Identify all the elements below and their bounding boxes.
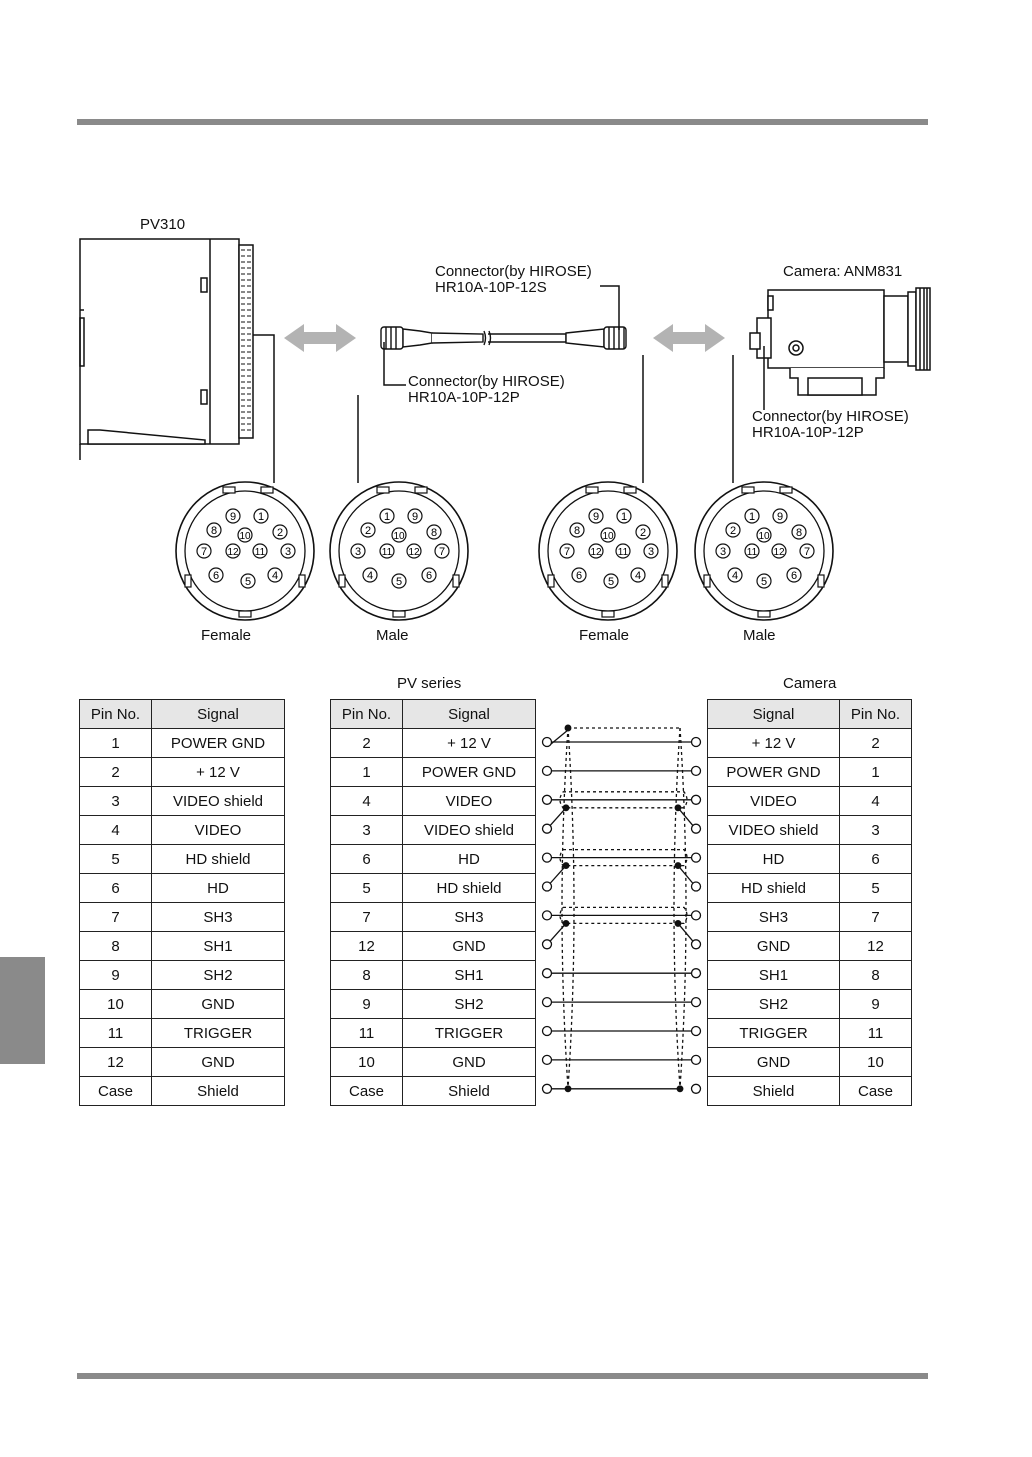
pin-number: 4 bbox=[731, 570, 739, 582]
pin-number: 11 bbox=[746, 547, 758, 558]
face-label-3: Female bbox=[579, 627, 630, 644]
face-label-4: Male bbox=[743, 627, 776, 644]
table-row bbox=[708, 845, 912, 874]
pin-number: 12 bbox=[227, 547, 239, 558]
pin-number: 1 bbox=[257, 511, 265, 523]
table-row bbox=[80, 990, 285, 1019]
pin-number: 6 bbox=[790, 570, 798, 582]
pin-number: 9 bbox=[411, 511, 419, 523]
pin-number: 11 bbox=[617, 547, 629, 558]
pin-number: 2 bbox=[729, 525, 737, 537]
pin-number: 12 bbox=[408, 547, 420, 558]
table-row bbox=[80, 816, 285, 845]
pin-cell: 5 bbox=[80, 845, 152, 874]
signal-cell: POWER GND bbox=[708, 758, 840, 787]
signal-cell: SH2 bbox=[403, 990, 536, 1019]
connector-face-2 bbox=[539, 482, 677, 620]
pin-number: 4 bbox=[271, 570, 279, 582]
pin-number: 8 bbox=[795, 527, 803, 539]
pin-cell: 2 bbox=[840, 729, 912, 758]
signal-cell: VIDEO bbox=[708, 787, 840, 816]
terminal bbox=[543, 1084, 552, 1093]
signal-cell: HD bbox=[708, 845, 840, 874]
table-row bbox=[331, 961, 536, 990]
signal-cell: TRIGGER bbox=[403, 1019, 536, 1048]
signal-cell: VIDEO shield bbox=[403, 816, 536, 845]
cable-connector-top-line2: HR10A-10P-12S bbox=[435, 279, 547, 296]
signal-cell: SH3 bbox=[152, 903, 285, 932]
table-row bbox=[331, 903, 536, 932]
pin-number: 1 bbox=[620, 511, 628, 523]
pin-cell: 7 bbox=[80, 903, 152, 932]
terminal bbox=[543, 766, 552, 775]
pin-number: 4 bbox=[366, 570, 374, 582]
connector-face-3 bbox=[695, 482, 833, 620]
pin-cell: 12 bbox=[331, 932, 403, 961]
pin-number: 11 bbox=[254, 547, 266, 558]
table-row bbox=[80, 729, 285, 758]
terminal bbox=[692, 738, 701, 747]
signal-cell: GND bbox=[403, 1048, 536, 1077]
terminal bbox=[692, 969, 701, 978]
pin-cell: 9 bbox=[331, 990, 403, 1019]
table-row bbox=[708, 1019, 912, 1048]
pin-cell: Case bbox=[840, 1077, 912, 1106]
table-row bbox=[331, 758, 536, 787]
terminal bbox=[543, 1027, 552, 1036]
connector-pin-table bbox=[79, 699, 285, 1106]
pin-number: 4 bbox=[634, 570, 642, 582]
terminal bbox=[543, 969, 552, 978]
pin-number: 8 bbox=[573, 525, 581, 537]
pin-cell: 9 bbox=[80, 961, 152, 990]
pin-cell: 3 bbox=[80, 787, 152, 816]
double-arrow-right bbox=[653, 324, 725, 352]
pin-cell: 9 bbox=[840, 990, 912, 1019]
pin-number: 12 bbox=[773, 547, 785, 558]
terminal bbox=[543, 738, 552, 747]
pin-cell: 7 bbox=[331, 903, 403, 932]
signal-cell: Shield bbox=[152, 1077, 285, 1106]
header-signal: Signal bbox=[708, 700, 840, 729]
pin-cell: 11 bbox=[840, 1019, 912, 1048]
table-row bbox=[80, 1019, 285, 1048]
table-row bbox=[708, 787, 912, 816]
camera-pin-table bbox=[707, 699, 912, 1106]
camera-connector-line1: Connector(by HIROSE) bbox=[752, 408, 909, 425]
cable-connector-top-line1: Connector(by HIROSE) bbox=[435, 263, 592, 280]
table-row bbox=[80, 1077, 285, 1106]
signal-cell: SH2 bbox=[708, 990, 840, 1019]
face-label-2: Male bbox=[376, 627, 409, 644]
pin-number: 12 bbox=[590, 547, 602, 558]
pv-series-pin-table bbox=[330, 699, 536, 1106]
signal-cell: Shield bbox=[403, 1077, 536, 1106]
pin-number: 5 bbox=[760, 576, 768, 588]
connector-faces bbox=[176, 482, 833, 620]
pin-cell: 7 bbox=[840, 903, 912, 932]
device-label: PV310 bbox=[140, 216, 186, 233]
header-pin: Pin No. bbox=[840, 700, 912, 729]
table-row bbox=[331, 1048, 536, 1077]
pin-cell: 6 bbox=[331, 845, 403, 874]
pin-cell: 5 bbox=[331, 874, 403, 903]
table-row bbox=[331, 932, 536, 961]
pin-cell: 4 bbox=[840, 787, 912, 816]
pin-cell: 8 bbox=[80, 932, 152, 961]
signal-cell: GND bbox=[708, 932, 840, 961]
pin-cell: Case bbox=[80, 1077, 152, 1106]
pin-number: 8 bbox=[430, 527, 438, 539]
signal-cell: HD shield bbox=[403, 874, 536, 903]
signal-cell: SH1 bbox=[152, 932, 285, 961]
table-row bbox=[708, 990, 912, 1019]
signal-cell: SH1 bbox=[708, 961, 840, 990]
signal-cell: VIDEO bbox=[152, 816, 285, 845]
pin-number: 3 bbox=[354, 546, 362, 558]
terminal bbox=[692, 911, 701, 920]
signal-cell: TRIGGER bbox=[152, 1019, 285, 1048]
pin-number: 1 bbox=[748, 511, 756, 523]
pin-number: 2 bbox=[639, 527, 647, 539]
pin-number: 10 bbox=[239, 531, 251, 542]
pin-number: 9 bbox=[776, 511, 784, 523]
pin-cell: 4 bbox=[80, 816, 152, 845]
pin-number: 7 bbox=[200, 546, 208, 558]
signal-cell: GND bbox=[403, 932, 536, 961]
signal-cell: SH2 bbox=[152, 961, 285, 990]
camera-table-label: Camera bbox=[783, 675, 837, 692]
connector-face-1 bbox=[330, 482, 468, 620]
signal-cell: + 12 V bbox=[152, 758, 285, 787]
terminal bbox=[543, 911, 552, 920]
cable-wiring bbox=[543, 725, 701, 1093]
header-signal: Signal bbox=[403, 700, 536, 729]
camera-connector-line2: HR10A-10P-12P bbox=[752, 424, 864, 441]
table-row bbox=[708, 729, 912, 758]
pin-number: 5 bbox=[607, 576, 615, 588]
pv310-unit bbox=[80, 239, 253, 460]
pin-number: 9 bbox=[229, 511, 237, 523]
table-row bbox=[331, 816, 536, 845]
table-row bbox=[708, 1048, 912, 1077]
terminal bbox=[543, 795, 552, 804]
pin-number: 5 bbox=[395, 576, 403, 588]
pin-number: 1 bbox=[383, 511, 391, 523]
header-pin: Pin No. bbox=[331, 700, 403, 729]
table-row bbox=[80, 961, 285, 990]
pin-cell: 6 bbox=[80, 874, 152, 903]
pin-cell: 1 bbox=[331, 758, 403, 787]
cable bbox=[381, 327, 626, 349]
pin-cell: 12 bbox=[840, 932, 912, 961]
terminal bbox=[692, 1055, 701, 1064]
double-arrow-left bbox=[284, 324, 356, 352]
pin-cell: 3 bbox=[840, 816, 912, 845]
pin-cell: 2 bbox=[331, 729, 403, 758]
signal-cell: SH1 bbox=[403, 961, 536, 990]
signal-cell: VIDEO shield bbox=[152, 787, 285, 816]
camera-label: Camera: ANM831 bbox=[783, 263, 903, 280]
table-row bbox=[331, 845, 536, 874]
pin-number: 7 bbox=[438, 546, 446, 558]
pin-cell: 11 bbox=[331, 1019, 403, 1048]
signal-cell: GND bbox=[152, 990, 285, 1019]
table-row bbox=[708, 903, 912, 932]
signal-cell: HD bbox=[152, 874, 285, 903]
terminal bbox=[692, 1027, 701, 1036]
signal-cell: SH3 bbox=[403, 903, 536, 932]
table-row bbox=[331, 787, 536, 816]
table-row bbox=[331, 1077, 536, 1106]
table-row bbox=[80, 903, 285, 932]
signal-cell: HD shield bbox=[708, 874, 840, 903]
terminal bbox=[692, 1084, 701, 1093]
table-row bbox=[80, 874, 285, 903]
table-row bbox=[331, 990, 536, 1019]
pin-cell: Case bbox=[331, 1077, 403, 1106]
table-row bbox=[80, 787, 285, 816]
pv-series-label: PV series bbox=[397, 675, 462, 692]
pin-number: 3 bbox=[647, 546, 655, 558]
pin-cell: 10 bbox=[331, 1048, 403, 1077]
face-label-1: Female bbox=[201, 627, 252, 644]
signal-cell: GND bbox=[152, 1048, 285, 1077]
terminal bbox=[692, 853, 701, 862]
pin-cell: 3 bbox=[331, 816, 403, 845]
pin-number: 5 bbox=[244, 576, 252, 588]
pin-number: 6 bbox=[212, 570, 220, 582]
pin-number: 6 bbox=[425, 570, 433, 582]
table-row bbox=[331, 874, 536, 903]
terminal bbox=[543, 853, 552, 862]
signal-cell: POWER GND bbox=[152, 729, 285, 758]
pin-cell: 5 bbox=[840, 874, 912, 903]
signal-cell: POWER GND bbox=[403, 758, 536, 787]
table-row bbox=[708, 961, 912, 990]
pin-cell: 2 bbox=[80, 758, 152, 787]
table-row bbox=[708, 758, 912, 787]
table-row bbox=[80, 758, 285, 787]
signal-cell: + 12 V bbox=[708, 729, 840, 758]
pin-number: 7 bbox=[803, 546, 811, 558]
header-pin: Pin No. bbox=[80, 700, 152, 729]
signal-cell: VIDEO shield bbox=[708, 816, 840, 845]
table-row bbox=[80, 932, 285, 961]
signal-cell: Shield bbox=[708, 1077, 840, 1106]
pin-number: 7 bbox=[563, 546, 571, 558]
pin-number: 6 bbox=[575, 570, 583, 582]
signal-cell: + 12 V bbox=[403, 729, 536, 758]
table-row bbox=[708, 816, 912, 845]
table-row bbox=[331, 729, 536, 758]
pin-cell: 1 bbox=[840, 758, 912, 787]
signal-cell: GND bbox=[708, 1048, 840, 1077]
pin-number: 10 bbox=[602, 531, 614, 542]
cable-connector-bottom-line2: HR10A-10P-12P bbox=[408, 389, 520, 406]
terminal bbox=[692, 766, 701, 775]
table-row bbox=[80, 845, 285, 874]
pin-number: 2 bbox=[364, 525, 372, 537]
table-row bbox=[80, 1048, 285, 1077]
pin-cell: 1 bbox=[80, 729, 152, 758]
pin-number: 2 bbox=[276, 527, 284, 539]
signal-cell: HD shield bbox=[152, 845, 285, 874]
signal-cell: TRIGGER bbox=[708, 1019, 840, 1048]
pin-cell: 12 bbox=[80, 1048, 152, 1077]
pin-cell: 10 bbox=[840, 1048, 912, 1077]
table-row bbox=[708, 932, 912, 961]
pin-number: 9 bbox=[592, 511, 600, 523]
terminal bbox=[692, 998, 701, 1007]
pin-cell: 11 bbox=[80, 1019, 152, 1048]
signal-cell: HD bbox=[403, 845, 536, 874]
pin-cell: 6 bbox=[840, 845, 912, 874]
pin-number: 3 bbox=[284, 546, 292, 558]
terminal bbox=[692, 795, 701, 804]
pin-number: 10 bbox=[393, 531, 405, 542]
pin-cell: 10 bbox=[80, 990, 152, 1019]
terminal bbox=[543, 1055, 552, 1064]
pin-number: 8 bbox=[210, 525, 218, 537]
signal-cell: VIDEO bbox=[403, 787, 536, 816]
terminal bbox=[543, 998, 552, 1007]
signal-cell: SH3 bbox=[708, 903, 840, 932]
pin-number: 10 bbox=[758, 531, 770, 542]
table-row bbox=[708, 874, 912, 903]
camera-body bbox=[750, 288, 930, 395]
pin-cell: 4 bbox=[331, 787, 403, 816]
connector-face-0 bbox=[176, 482, 314, 620]
pin-cell: 8 bbox=[840, 961, 912, 990]
header-signal: Signal bbox=[152, 700, 285, 729]
pin-cell: 8 bbox=[331, 961, 403, 990]
cable-connector-bottom-line1: Connector(by HIROSE) bbox=[408, 373, 565, 390]
table-row bbox=[331, 1019, 536, 1048]
pin-number: 11 bbox=[381, 547, 393, 558]
table-row bbox=[708, 1077, 912, 1106]
pin-number: 3 bbox=[719, 546, 727, 558]
